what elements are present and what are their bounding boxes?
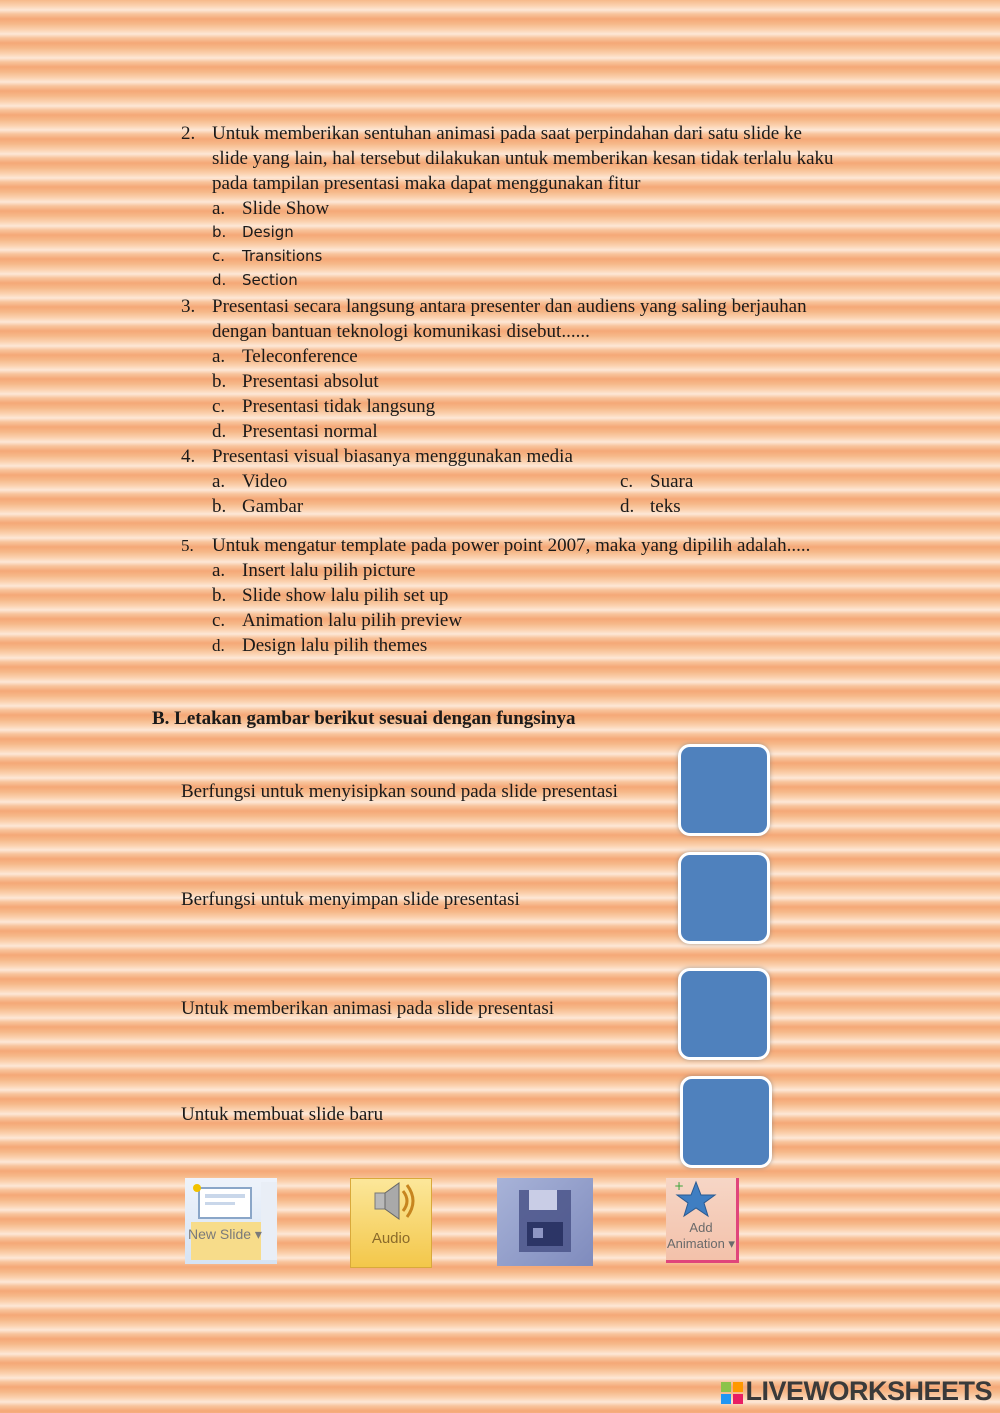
option-presentasi-tidak-langsung[interactable]: Presentasi tidak langsung bbox=[242, 396, 436, 417]
option-letter: c. bbox=[620, 471, 634, 492]
question-text-line: Presentasi secara langsung antara presenter dan audiens yang saling berjauhan bbox=[212, 296, 807, 317]
option-letter: b. bbox=[212, 223, 227, 241]
add-animation-label: Add Animation ▾ bbox=[667, 1220, 735, 1251]
save-tile[interactable] bbox=[497, 1178, 593, 1266]
option-slide-show-set-up[interactable]: Slide show lalu pilih set up bbox=[242, 585, 449, 606]
save-floppy-icon bbox=[497, 1178, 593, 1266]
brand-text: LIVEWORKSHEETS bbox=[745, 1376, 992, 1406]
liveworksheets-badge-icon bbox=[721, 1382, 743, 1404]
add-animation-tile[interactable] bbox=[666, 1178, 739, 1263]
question-number: 5. bbox=[181, 536, 194, 555]
match-description-animation: Untuk memberikan animasi pada slide presentasi bbox=[181, 998, 555, 1019]
new-slide-tile[interactable] bbox=[185, 1178, 277, 1264]
option-video[interactable]: Video bbox=[242, 471, 288, 492]
option-animation-preview[interactable]: Animation lalu pilih preview bbox=[242, 610, 463, 631]
question-number: 2. bbox=[181, 123, 196, 144]
question-text-line: Untuk mengatur template pada power point 2007, maka yang dipilih adalah..... bbox=[212, 535, 811, 556]
option-letter: c. bbox=[212, 396, 226, 417]
new-slide-label: New Slide ▾ bbox=[188, 1226, 262, 1242]
option-letter: a. bbox=[212, 471, 226, 492]
option-gambar[interactable]: Gambar bbox=[242, 496, 304, 517]
option-letter: b. bbox=[212, 585, 227, 606]
liveworksheets-logo bbox=[721, 1376, 992, 1407]
drop-target-4[interactable] bbox=[680, 1076, 772, 1168]
audio-speaker-icon bbox=[351, 1179, 431, 1267]
option-letter: b. bbox=[212, 496, 227, 517]
question-text-line: slide yang lain, hal tersebut dilakukan untuk memberikan kesan tidak terlalu kaku bbox=[212, 148, 834, 169]
audio-tile[interactable] bbox=[350, 1178, 432, 1268]
option-letter: d. bbox=[212, 271, 227, 289]
option-insert-picture[interactable]: Insert lalu pilih picture bbox=[242, 560, 416, 581]
match-description-save: Berfungsi untuk menyimpan slide presentasi bbox=[181, 889, 520, 910]
option-letter: c. bbox=[212, 610, 226, 631]
question-text-line: Untuk memberikan sentuhan animasi pada saat perpindahan dari satu slide ke bbox=[212, 123, 802, 144]
option-suara[interactable]: Suara bbox=[650, 471, 694, 492]
option-design-themes[interactable]: Design lalu pilih themes bbox=[242, 635, 428, 656]
option-letter: a. bbox=[212, 560, 226, 581]
svg-text:+: + bbox=[674, 1179, 685, 1193]
drop-target-2[interactable] bbox=[678, 852, 770, 944]
match-description-audio: Berfungsi untuk menyisipkan sound pada slide presentasi bbox=[181, 781, 618, 802]
question-text-line: Presentasi visual biasanya menggunakan media bbox=[212, 446, 573, 467]
option-letter: a. bbox=[212, 346, 226, 367]
option-section[interactable]: Section bbox=[242, 271, 298, 289]
option-letter: d. bbox=[212, 421, 227, 442]
option-slide-show[interactable]: Slide Show bbox=[242, 198, 330, 219]
match-description-new-slide: Untuk membuat slide baru bbox=[181, 1104, 384, 1125]
option-transitions[interactable]: Transitions bbox=[242, 247, 323, 265]
option-letter: a. bbox=[212, 198, 226, 219]
option-letter: c. bbox=[212, 247, 226, 265]
option-letter: d. bbox=[620, 496, 635, 517]
audio-label: Audio bbox=[371, 1230, 411, 1247]
question-number: 4. bbox=[181, 446, 196, 467]
question-number: 3. bbox=[181, 296, 196, 317]
section-b-title: B. Letakan gambar berikut sesuai dengan fungsinya bbox=[152, 708, 576, 729]
question-text-line: dengan bantuan teknologi komunikasi disebut...... bbox=[212, 321, 590, 342]
option-presentasi-normal[interactable]: Presentasi normal bbox=[242, 421, 378, 442]
new-slide-icon bbox=[185, 1178, 277, 1264]
option-design[interactable]: Design bbox=[242, 223, 294, 241]
option-letter: d. bbox=[212, 636, 225, 655]
option-teleconference[interactable]: Teleconference bbox=[242, 346, 358, 367]
drop-target-1[interactable] bbox=[678, 744, 770, 836]
drop-target-3[interactable] bbox=[678, 968, 770, 1060]
option-letter: b. bbox=[212, 371, 227, 392]
option-teks[interactable]: teks bbox=[650, 496, 681, 517]
option-presentasi-absolut[interactable]: Presentasi absolut bbox=[242, 371, 379, 392]
question-text-line: pada tampilan presentasi maka dapat menggunakan fitur bbox=[212, 173, 641, 194]
